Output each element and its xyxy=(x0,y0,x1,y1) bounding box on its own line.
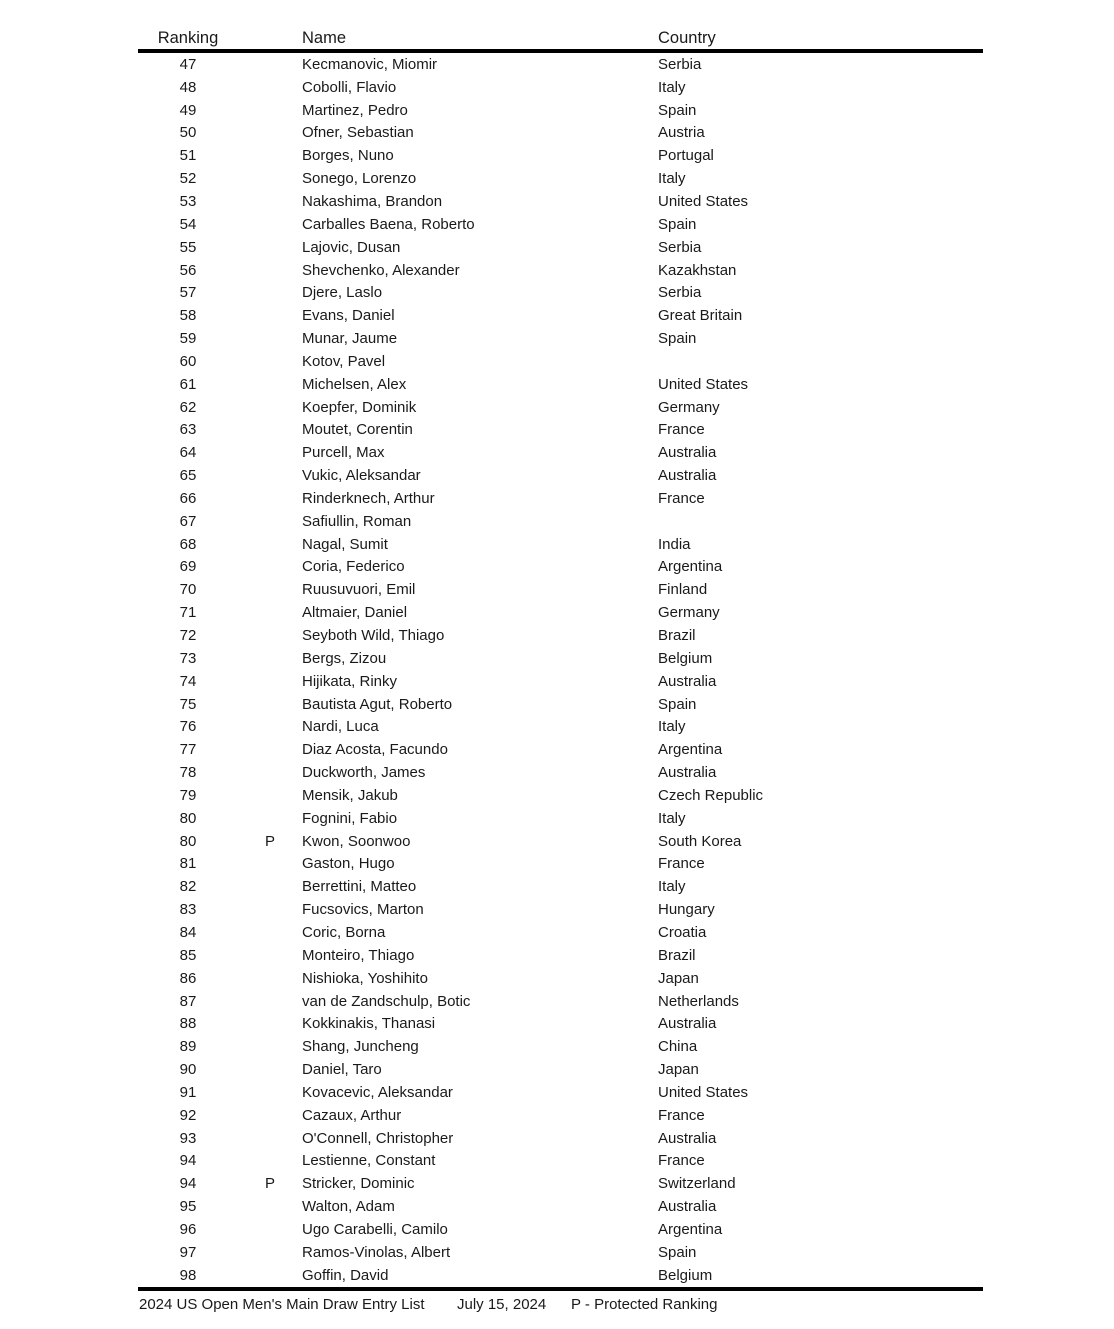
table-row xyxy=(138,419,983,442)
table-row xyxy=(138,327,983,350)
country-column-header: Country xyxy=(658,29,716,47)
ranking-cell: 79 xyxy=(179,786,197,804)
country-cell: Austria xyxy=(658,124,705,142)
name-cell: Martinez, Pedro xyxy=(302,101,408,119)
country-cell: Australia xyxy=(658,1129,717,1147)
name-cell: Hijikata, Rinky xyxy=(302,672,398,690)
ranking-cell: 83 xyxy=(179,901,197,919)
country-cell: Switzerland xyxy=(658,1175,736,1193)
country-cell: Belgium xyxy=(658,649,713,667)
country-cell: Argentina xyxy=(658,1220,723,1238)
country-cell: United States xyxy=(658,192,749,210)
ranking-cell: 72 xyxy=(179,627,197,645)
country-cell: Australia xyxy=(658,1198,717,1216)
ranking-cell: 93 xyxy=(179,1129,197,1147)
ranking-cell: 64 xyxy=(179,444,197,462)
ranking-cell: 88 xyxy=(179,1015,197,1033)
country-cell: Australia xyxy=(658,672,717,690)
name-cell: Stricker, Dominic xyxy=(302,1175,415,1193)
country-cell: France xyxy=(658,421,705,439)
table-row xyxy=(138,624,983,647)
country-cell: Germany xyxy=(658,398,720,416)
name-cell: Evans, Daniel xyxy=(302,307,395,325)
country-cell: Italy xyxy=(658,78,686,96)
name-column-header: Name xyxy=(302,29,347,47)
ranking-cell: 54 xyxy=(179,215,197,233)
table-row xyxy=(138,693,983,716)
name-cell: Kwon, Soonwoo xyxy=(302,832,411,850)
table-row xyxy=(138,167,983,190)
ranking-cell: 74 xyxy=(179,672,197,690)
table-row xyxy=(138,1127,983,1150)
name-cell: Kecmanovic, Miomir xyxy=(302,55,438,73)
name-cell: Monteiro, Thiago xyxy=(302,946,415,964)
name-cell: Daniel, Taro xyxy=(302,1061,382,1079)
name-cell: Lajovic, Dusan xyxy=(302,238,401,256)
table-row xyxy=(138,281,983,304)
country-cell: Italy xyxy=(658,878,686,896)
table-row xyxy=(138,533,983,556)
ranking-cell: 67 xyxy=(179,512,197,530)
ranking-cell: 61 xyxy=(179,375,197,393)
name-cell: Carballes Baena, Roberto xyxy=(302,215,475,233)
ranking-cell: 95 xyxy=(179,1198,197,1216)
ranking-cell: 94 xyxy=(179,1175,197,1193)
ranking-cell: 90 xyxy=(179,1061,197,1079)
country-cell: Brazil xyxy=(658,627,696,645)
ranking-cell: 57 xyxy=(179,284,197,302)
ranking-cell: 66 xyxy=(179,489,197,507)
country-cell: Germany xyxy=(658,604,720,622)
name-cell: Sonego, Lorenzo xyxy=(302,170,417,188)
table-row xyxy=(138,990,983,1013)
name-cell: Bergs, Zizou xyxy=(302,649,387,667)
name-cell: Borges, Nuno xyxy=(302,147,394,165)
table-row xyxy=(138,578,983,601)
table-row xyxy=(138,967,983,990)
ranking-cell: 69 xyxy=(179,558,197,576)
country-cell: Serbia xyxy=(658,238,702,256)
ranking-cell: 84 xyxy=(179,923,197,941)
ranking-cell: 70 xyxy=(179,581,197,599)
country-cell: Japan xyxy=(658,969,699,987)
ranking-cell: 53 xyxy=(179,192,197,210)
name-cell: Shevchenko, Alexander xyxy=(302,261,460,279)
name-cell: Goffin, David xyxy=(302,1266,389,1284)
name-cell: Kotov, Pavel xyxy=(302,352,386,370)
name-cell: Nagal, Sumit xyxy=(302,535,388,553)
table-row xyxy=(138,122,983,145)
name-cell: Fucsovics, Marton xyxy=(302,901,424,919)
country-cell: Italy xyxy=(658,809,686,827)
protected-ranking-cell: P xyxy=(264,1175,275,1193)
name-cell: Purcell, Max xyxy=(302,444,385,462)
ranking-cell: 63 xyxy=(179,421,197,439)
table-row xyxy=(138,1012,983,1035)
name-cell: Nardi, Luca xyxy=(302,718,379,736)
country-cell: Finland xyxy=(658,581,708,599)
country-cell: Brazil xyxy=(658,946,696,964)
name-cell: Mensik, Jakub xyxy=(302,786,398,804)
name-cell: Nakashima, Brandon xyxy=(302,192,443,210)
table-row xyxy=(138,670,983,693)
table-row xyxy=(138,487,983,510)
country-cell: Spain xyxy=(658,1243,697,1261)
name-cell: Cazaux, Arthur xyxy=(302,1106,402,1124)
name-cell: Bautista Agut, Roberto xyxy=(302,695,453,713)
entry-list-document xyxy=(138,28,983,1317)
ranking-cell: 98 xyxy=(179,1266,197,1284)
ranking-cell: 82 xyxy=(179,878,197,896)
country-cell: Argentina xyxy=(658,741,723,759)
country-cell: India xyxy=(658,535,691,553)
table-row xyxy=(138,647,983,670)
ranking-cell: 89 xyxy=(179,1038,197,1056)
name-cell: Ruusuvuori, Emil xyxy=(302,581,416,599)
ranking-cell: 85 xyxy=(179,946,197,964)
country-cell: Spain xyxy=(658,215,697,233)
ranking-cell: 59 xyxy=(179,330,197,348)
name-cell: Ramos-Vinolas, Albert xyxy=(302,1243,451,1261)
country-cell: Belgium xyxy=(658,1266,713,1284)
ranking-cell: 92 xyxy=(179,1106,197,1124)
country-cell: Netherlands xyxy=(658,992,739,1010)
protected-ranking-cell: P xyxy=(264,832,275,850)
ranking-cell: 76 xyxy=(179,718,197,736)
table-row xyxy=(138,1058,983,1081)
ranking-cell: 86 xyxy=(179,969,197,987)
table-row xyxy=(138,510,983,533)
ranking-cell: 65 xyxy=(179,467,197,485)
footer-document-title: 2024 US Open Men's Main Draw Entry List xyxy=(139,1295,425,1313)
table-row xyxy=(138,1241,983,1264)
name-cell: Altmaier, Daniel xyxy=(302,604,408,622)
name-cell: Nishioka, Yoshihito xyxy=(302,969,428,987)
country-cell: Portugal xyxy=(658,147,714,165)
ranking-cell: 81 xyxy=(179,855,197,873)
table-row xyxy=(138,875,983,898)
table-row xyxy=(138,921,983,944)
table-row xyxy=(138,1195,983,1218)
ranking-cell: 60 xyxy=(179,352,197,370)
footer-date: July 15, 2024 xyxy=(457,1295,547,1313)
name-cell: Coric, Borna xyxy=(302,923,386,941)
ranking-cell: 77 xyxy=(179,741,197,759)
table-row xyxy=(138,350,983,373)
table-row xyxy=(138,373,983,396)
name-cell: Walton, Adam xyxy=(302,1198,395,1216)
table-header-row xyxy=(138,28,983,53)
country-cell: Australia xyxy=(658,444,717,462)
table-body xyxy=(138,53,983,1287)
ranking-cell: 68 xyxy=(179,535,197,553)
name-cell: Cobolli, Flavio xyxy=(302,78,397,96)
country-cell: France xyxy=(658,1106,705,1124)
name-cell: Shang, Juncheng xyxy=(302,1038,419,1056)
table-row xyxy=(138,396,983,419)
country-cell: Argentina xyxy=(658,558,723,576)
name-cell: Berrettini, Matteo xyxy=(302,878,417,896)
table-row xyxy=(138,1035,983,1058)
table-row xyxy=(138,556,983,579)
ranking-cell: 73 xyxy=(179,649,197,667)
country-cell: Japan xyxy=(658,1061,699,1079)
country-cell: Spain xyxy=(658,330,697,348)
ranking-cell: 50 xyxy=(179,124,197,142)
table-row xyxy=(138,76,983,99)
name-cell: Diaz Acosta, Facundo xyxy=(302,741,448,759)
name-cell: Koepfer, Dominik xyxy=(302,398,417,416)
table-row xyxy=(138,715,983,738)
country-cell: France xyxy=(658,489,705,507)
table-row xyxy=(138,464,983,487)
table-row xyxy=(138,1081,983,1104)
table-row xyxy=(138,1172,983,1195)
ranking-cell: 87 xyxy=(179,992,197,1010)
country-cell: Italy xyxy=(658,170,686,188)
ranking-cell: 75 xyxy=(179,695,197,713)
document-footer xyxy=(138,1287,983,1317)
table-row xyxy=(138,99,983,122)
name-cell: van de Zandschulp, Botic xyxy=(302,992,471,1010)
footer-protected-ranking-legend: P - Protected Ranking xyxy=(571,1295,718,1313)
table-row xyxy=(138,304,983,327)
country-cell: Czech Republic xyxy=(658,786,764,804)
table-row xyxy=(138,259,983,282)
name-cell: Djere, Laslo xyxy=(302,284,383,302)
name-cell: Kovacevic, Aleksandar xyxy=(302,1083,453,1101)
name-cell: Ugo Carabelli, Camilo xyxy=(302,1220,448,1238)
country-cell: Australia xyxy=(658,764,717,782)
country-cell: South Korea xyxy=(658,832,742,850)
table-row xyxy=(138,1264,983,1287)
table-row xyxy=(138,1150,983,1173)
name-cell: O'Connell, Christopher xyxy=(302,1129,454,1147)
ranking-cell: 97 xyxy=(179,1243,197,1261)
name-cell: Ofner, Sebastian xyxy=(302,124,414,142)
ranking-cell: 51 xyxy=(179,147,197,165)
table-row xyxy=(138,738,983,761)
name-cell: Coria, Federico xyxy=(302,558,405,576)
table-row xyxy=(138,784,983,807)
ranking-cell: 55 xyxy=(179,238,197,256)
ranking-cell: 80 xyxy=(179,832,197,850)
ranking-cell: 47 xyxy=(179,55,197,73)
country-cell: Spain xyxy=(658,695,697,713)
ranking-cell: 71 xyxy=(179,604,197,622)
country-cell: China xyxy=(658,1038,698,1056)
country-cell: France xyxy=(658,855,705,873)
name-cell: Seyboth Wild, Thiago xyxy=(302,627,445,645)
country-cell: Great Britain xyxy=(658,307,743,325)
name-cell: Moutet, Corentin xyxy=(302,421,413,439)
ranking-cell: 80 xyxy=(179,809,197,827)
table-row xyxy=(138,441,983,464)
name-cell: Rinderknech, Arthur xyxy=(302,489,435,507)
country-cell: United States xyxy=(658,1083,749,1101)
ranking-column-header: Ranking xyxy=(157,29,219,47)
country-cell: Serbia xyxy=(658,284,702,302)
country-cell: United States xyxy=(658,375,749,393)
name-cell: Gaston, Hugo xyxy=(302,855,395,873)
ranking-cell: 91 xyxy=(179,1083,197,1101)
ranking-cell: 48 xyxy=(179,78,197,96)
table-row xyxy=(138,144,983,167)
table-row xyxy=(138,190,983,213)
country-cell: Australia xyxy=(658,1015,717,1033)
country-cell: Hungary xyxy=(658,901,715,919)
country-cell: Italy xyxy=(658,718,686,736)
country-cell: Kazakhstan xyxy=(658,261,737,279)
ranking-cell: 58 xyxy=(179,307,197,325)
ranking-cell: 56 xyxy=(179,261,197,279)
name-cell: Duckworth, James xyxy=(302,764,426,782)
table-row xyxy=(138,1104,983,1127)
table-row xyxy=(138,761,983,784)
country-cell: Croatia xyxy=(658,923,707,941)
table-row xyxy=(138,601,983,624)
name-cell: Vukic, Aleksandar xyxy=(302,467,421,485)
table-row xyxy=(138,213,983,236)
table-row xyxy=(138,807,983,830)
table-row xyxy=(138,944,983,967)
table-row xyxy=(138,830,983,853)
name-cell: Michelsen, Alex xyxy=(302,375,407,393)
ranking-cell: 49 xyxy=(179,101,197,119)
ranking-cell: 94 xyxy=(179,1152,197,1170)
country-cell: Serbia xyxy=(658,55,702,73)
ranking-cell: 78 xyxy=(179,764,197,782)
table-row xyxy=(138,898,983,921)
name-cell: Kokkinakis, Thanasi xyxy=(302,1015,436,1033)
name-cell: Fognini, Fabio xyxy=(302,809,398,827)
table-row xyxy=(138,236,983,259)
country-cell: Australia xyxy=(658,467,717,485)
table-row xyxy=(138,853,983,876)
name-cell: Safiullin, Roman xyxy=(302,512,412,530)
ranking-cell: 96 xyxy=(179,1220,197,1238)
country-cell: France xyxy=(658,1152,705,1170)
name-cell: Lestienne, Constant xyxy=(302,1152,436,1170)
name-cell: Munar, Jaume xyxy=(302,330,398,348)
ranking-cell: 52 xyxy=(179,170,197,188)
country-cell: Spain xyxy=(658,101,697,119)
table-row xyxy=(138,53,983,76)
ranking-cell: 62 xyxy=(179,398,197,416)
table-row xyxy=(138,1218,983,1241)
